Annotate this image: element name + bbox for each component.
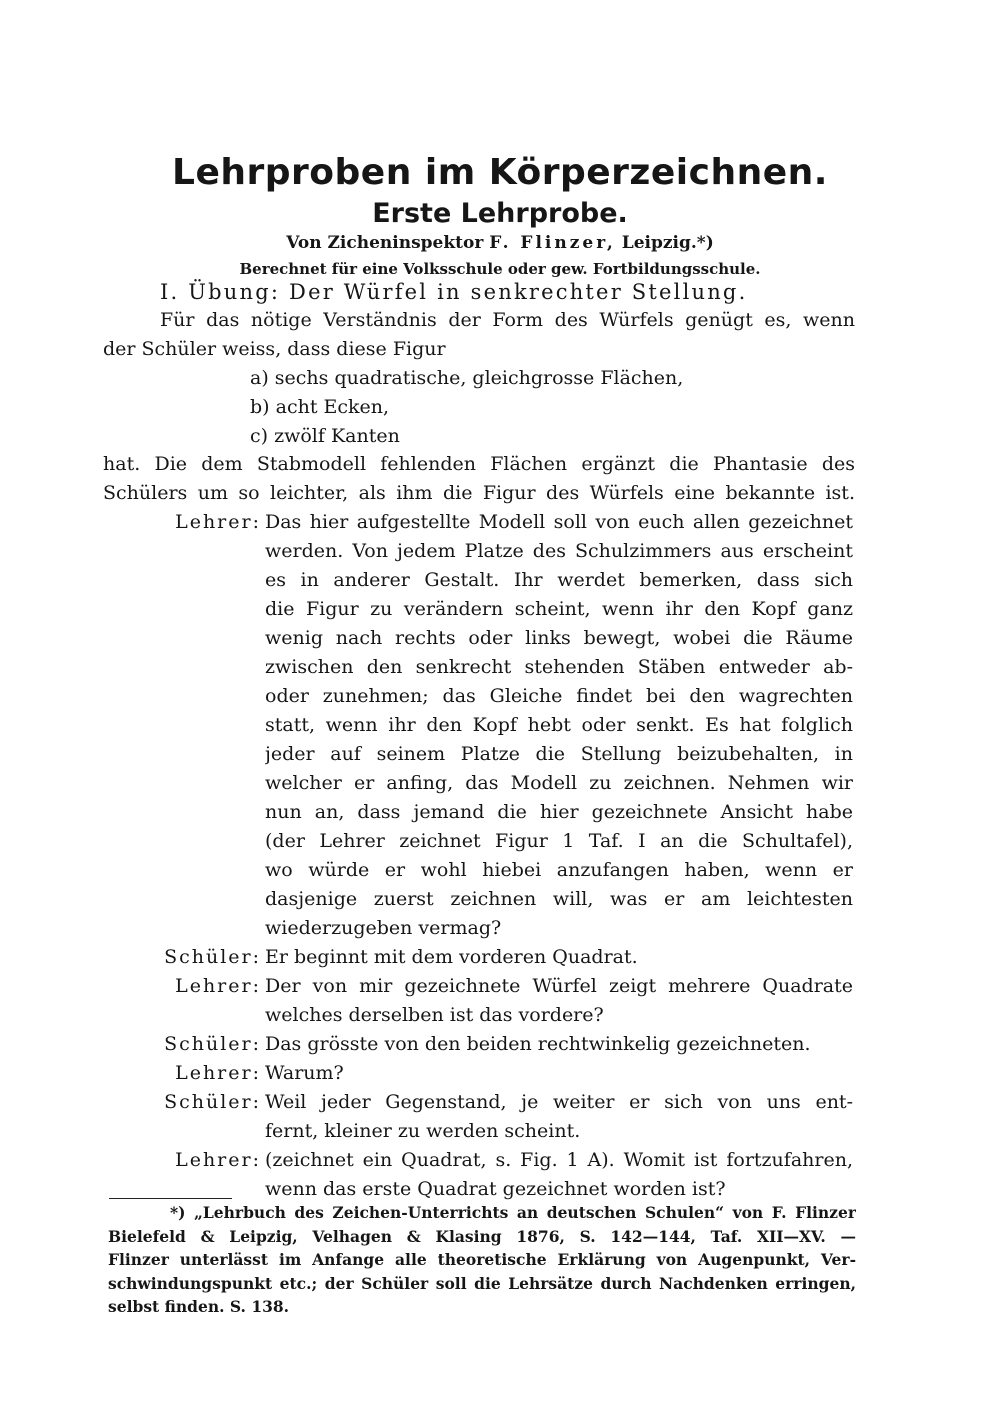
speech-line: nun an, dass jemand die hier gezeichnete Ansicht habe [265,801,853,823]
footnote-line: schwindungspunkt etc.; der Schüler soll die Lehrsätze durch Nachdenken erringen, [108,1273,856,1293]
byline-suffix: Leipzig.*) [621,233,714,253]
speech-text [265,508,853,943]
exercise-heading: I. Übung: Der Würfel in senkrechter Stellung. [160,280,748,304]
footnote-line: Flinzer unterlässt im Anfange alle theoretische Erklärung von Augenpunkt, Ver- [108,1250,856,1269]
speech-text [265,1059,853,1088]
footnote-line: Bielefeld & Leipzig, Velhagen & Klasing 1876, S. 142—144, Taf. XII—XV. — [108,1226,856,1246]
footnote [108,1201,856,1319]
speech-line: welches derselben ist das vordere? [265,1004,604,1026]
intro-line: Für das nötige Verständnis der Form des Würfels genügt es, wenn [160,309,855,331]
page-title: Lehrproben im Körperzeichnen. [172,152,828,193]
dialog-turn [103,1146,863,1204]
speech-line: jeder auf seinem Platze die Stellung beizubehalten, in [265,743,853,765]
author-name: F. Flinzer, [489,233,616,253]
speech-line: werden. Von jedem Platze des Schulzimmers aus erscheint [265,540,853,562]
speech-text [265,1088,853,1146]
dialog-turn [103,972,863,1030]
speech-line: Der von mir gezeichnete Würfel zeigt mehrere Quadrate [265,975,853,997]
speech-line: Weil jeder Gegenstand, je weiter er sich von uns ent- [265,1091,853,1113]
speech-line: oder zunehmen; das Gleiche findet bei den wagrechten [265,685,853,707]
speech-line: wenig nach rechts oder links bewegt, wobei die Räume [265,627,853,649]
speaker-label: Lehrer: [175,975,261,997]
paragraph-line: Schülers um so leichter, als ihm die Figur des Würfels eine bekannte ist. [103,482,855,504]
speech-text [265,943,853,972]
dialog [103,508,863,1204]
dialog-turn [103,1059,863,1088]
list-item: b) acht Ecken, [250,396,390,418]
page-subtitle: Erste Lehrprobe. [372,198,628,229]
list-item: a) sechs quadratische, gleichgrosse Flächen, [250,367,684,389]
speech-line: Warum? [265,1062,344,1084]
speech-line: wiederzugeben vermag? [265,917,502,939]
dialog-turn [103,1030,863,1059]
speaker-label: Lehrer: [175,511,261,533]
dialog-turn [103,508,863,943]
after-list-paragraph [103,450,855,508]
speaker-label: Schüler: [164,1091,261,1113]
speech-line: fernt, kleiner zu werden scheint. [265,1120,581,1142]
speech-line: zwischen den senkrecht stehenden Stäben entweder ab- [265,656,853,678]
dialog-turn [103,1088,863,1146]
speech-line: (zeichnet ein Quadrat, s. Fig. 1 A). Womit ist fortzufahren, [265,1149,853,1171]
footnote-divider [109,1198,232,1199]
speech-line: Das grösste von den beiden rechtwinkelig gezeichneten. [265,1033,811,1055]
speech-line: (der Lehrer zeichnet Figur 1 Taf. I an die Schultafel), [265,830,853,852]
property-list [250,364,850,451]
paragraph-line: hat. Die dem Stabmodell fehlenden Flächen ergänzt die Phantasie des [103,453,855,475]
list-item: c) zwölf Kanten [250,425,400,447]
speech-line: Das hier aufgestellte Modell soll von euch allen gezeichnet [265,511,853,533]
author-byline [0,233,1000,253]
calculated-for-note: Berechnet für eine Volksschule oder gew. Fortbildungsschule. [239,260,761,278]
speech-text [265,1030,853,1059]
speech-line: wenn das erste Quadrat gezeichnet worden ist? [265,1178,726,1200]
speech-line: welcher er anfing, das Modell zu zeichnen. Nehmen wir [265,772,853,794]
speech-line: wo würde er wohl hiebei anzufangen haben, wenn er [265,859,853,881]
byline-prefix: Von Zicheninspektor [286,233,484,253]
footnote-line: *) „Lehrbuch des Zeichen-Unterrichts an deutschen Schulen“ von F. Flinzer [170,1203,856,1222]
speech-line: die Figur zu verändern scheint, wenn ihr den Kopf ganz [265,598,853,620]
speaker-label: Schüler: [164,1033,261,1055]
footnote-line: selbst finden. S. 138. [108,1297,290,1316]
speaker-label: Lehrer: [175,1062,261,1084]
intro-paragraph [103,306,855,364]
speaker-label: Lehrer: [175,1149,261,1171]
speech-line: es in anderer Gestalt. Ihr werdet bemerken, dass sich [265,569,853,591]
intro-line: der Schüler weiss, dass diese Figur [103,338,446,360]
speech-text [265,972,853,1030]
dialog-turn [103,943,863,972]
speech-line: dasjenige zuerst zeichnen will, was er am leichtesten [265,888,853,910]
speech-line: statt, wenn ihr den Kopf hebt oder senkt. Es hat folglich [265,714,853,736]
speech-text [265,1146,853,1204]
speaker-label: Schüler: [164,946,261,968]
speech-line: Er beginnt mit dem vorderen Quadrat. [265,946,638,968]
